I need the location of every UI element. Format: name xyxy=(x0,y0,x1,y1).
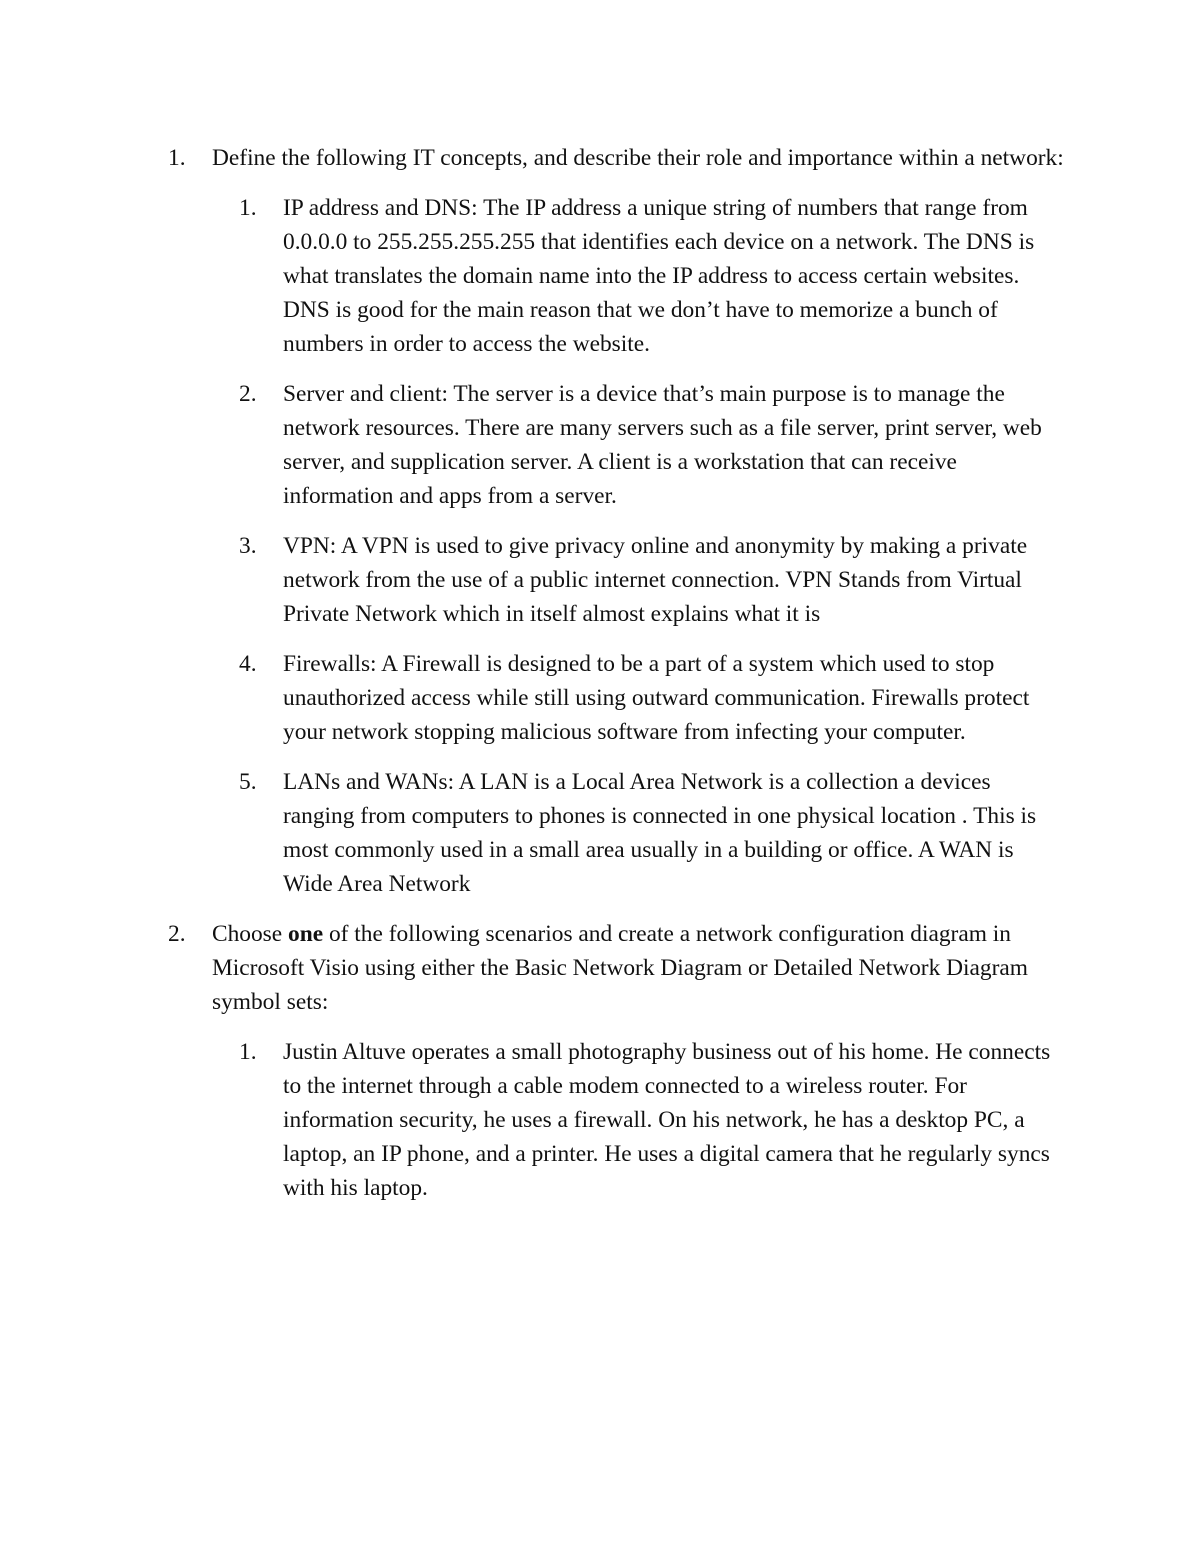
list-item-text: IP address and DNS: The IP address a unique string of numbers that range from 0.0.0.0 to 255.255.255.255 that identifies each device on a network. The DNS is what translates the domain name into the IP address to access certain websites. DNS is good for the main reason that we don’t have to memorize a bunch of numbers in order to access the website. xyxy=(283,195,1035,357)
question-2-text xyxy=(212,921,1028,1015)
list-item-number: 1. xyxy=(239,1039,257,1065)
q1-item-ip-dns xyxy=(239,191,1063,361)
q1-item-server-client xyxy=(239,377,1063,513)
question-2 xyxy=(168,917,1068,1205)
list-item-text: LANs and WANs: A LAN is a Local Area Network is a collection a devices ranging from computers to phones is connected in one physical location . This is most commonly used in a small area usually in a building or office. A WAN is Wide Area Network xyxy=(283,769,1037,897)
question-2-sublist xyxy=(239,1035,1068,1205)
q1-item-vpn xyxy=(239,529,1063,631)
list-item-text: Server and client: The server is a device that’s main purpose is to manage the network resources. There are many servers such as a file server, print server, web server, and supplication server. A client is a workstation that can receive information and apps from a server. xyxy=(283,381,1042,509)
question-1-sublist xyxy=(239,191,1068,901)
list-item-number: 2. xyxy=(239,381,257,407)
document-content xyxy=(168,141,1068,1221)
question-1-text: Define the following IT concepts, and describe their role and importance within a network: xyxy=(212,145,1064,171)
question-2-text-after: of the following scenarios and create a network configuration diagram in Microsoft Visio using either the Basic Network Diagram or Detailed Network Diagram symbol sets: xyxy=(212,921,1028,1015)
q1-item-lans-wans xyxy=(239,765,1063,901)
list-item-text: VPN: A VPN is used to give privacy online and anonymity by making a private network from the use of a public internet connection. VPN Stands from Virtual Private Network which in itself almost explains what it is xyxy=(283,533,1028,627)
list-item-number: 5. xyxy=(239,769,257,795)
list-item-number: 4. xyxy=(239,651,257,677)
question-2-text-before: Choose xyxy=(212,921,289,947)
list-item-number: 1. xyxy=(239,195,257,221)
question-2-text-bold: one xyxy=(288,921,324,947)
list-item-number: 3. xyxy=(239,533,257,559)
q2-item-scenario xyxy=(239,1035,1063,1205)
list-item-text: Firewalls: A Firewall is designed to be a part of a system which used to stop unauthorized access while still using outward communication. Firewalls protect your network stopping malicious software from infecting your computer. xyxy=(283,651,1030,745)
question-1-number: 1. xyxy=(168,145,186,171)
question-2-number: 2. xyxy=(168,921,186,947)
list-item-text: Justin Altuve operates a small photography business out of his home. He connects to the internet through a cable modem connected to a wireless router. For information security, he uses a firewall. On his network, he has a desktop PC, a laptop, an IP phone, and a printer. He uses a digital camera that he regularly syncs with his laptop. xyxy=(283,1039,1051,1201)
q1-item-firewalls xyxy=(239,647,1063,749)
question-1 xyxy=(168,141,1068,901)
